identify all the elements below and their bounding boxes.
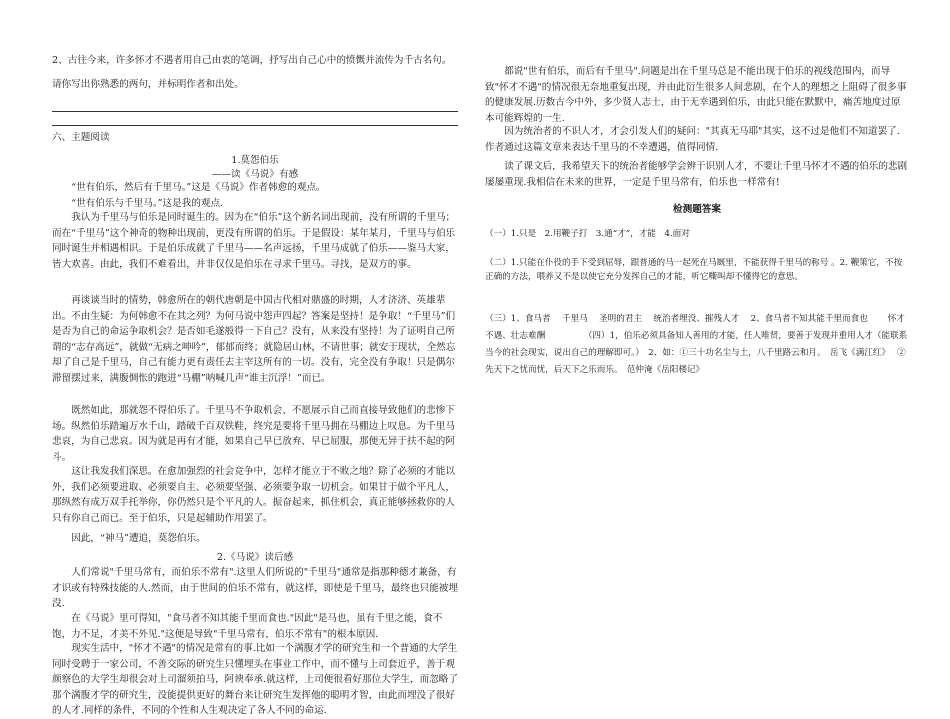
answer-line-1: [52, 111, 458, 112]
article-2-paragraph: 现实生活中，"怀才不遇"的情况是常有的事.比如一个满腹才学的研究生和一个普通的大学生同时受聘于一家公司，不善交际的研究生只懂埋头在事业工作中，而不懂与上司套近乎，善于观颜察色的大学生却很会对上司溜须拍马，阿谀奉承.就这样，上司便很看好那位大学生，而忽略了那个满腹才学的研究生，没能提供更好的舞台来让研究生发挥他的聪明才智，由此而埋没了很好的人才.同样的条件，不同的个性和人生观决定了各人不同的命运.: [52, 643, 458, 717]
article-1-paragraph: “世有伯乐，然后有千里马。”这是《马说》作者韩愈的观点。: [71, 182, 326, 193]
article-1-subtitle: ——读《马说》有感: [211, 169, 299, 180]
article-1-paragraph: 这让我发我们深思。在愈加强烈的社会竞争中，怎样才能立于不败之地？除了必须的才能以外，我们必须要进取、必须要自主、必须要坚强、必须要争取一切机会。如果甘于做个平凡人，那纵然有成万双手托举你，你仍然只是个平凡的人。振奋起来，抓住机会，真正能够拯救你的人只有你自己而已。至于伯乐，只是起辅助作用罢了。: [52, 466, 455, 524]
answer-item: （三）1、食马者 千里马 圣明的君主 统治者埋没、摧残人才 2、食马者不知其能千里而食也 怀才不遇、壮志难酬 （四）1，伯乐必须具备知人善用的才能，任人唯贤，要善于发现并重用人才（能联系当今的社会现实，说出自己的理解即可。） 2、如：①三十功名尘与土，八千里路云和月。 岳飞《满江红》 ②先天下之忧而忧，后天下之乐而乐。 范仲淹《岳阳楼记》: [485, 314, 908, 375]
article-1-title: 1.莫怨伯乐: [231, 155, 279, 166]
article-2-paragraph: 因为统治者的不识人才，才会引发人们的疑问："其真无马耶"其实，这不过是他们不知道罢了.作者通过这篇文章来表达千里马的不幸遭遇，值得同情.: [485, 126, 900, 153]
answers-title: 检测题答案: [673, 204, 721, 215]
answer-line-2: [52, 125, 458, 126]
article-1-paragraph: 再谈谈当时的情势，韩愈所在的朝代唐朝是中国古代相对鼎盛的时期，人才济济、英雄辈出。不由生疑：为何韩愈不在其之列？为何马说中怨声四起？答案是坚持！是争取！“千里马”们是否为自己的命运争取机会？是否如毛遂般得一下自己？没有，从来没有坚持！为了证明自己所谓的“志存高远”，就做“无病之呻吟”，郁郁而终；就隐居山林，不请世事；就安于现状，全然忘却了自己是千里马，自己有能力更有责任去主宰这所有的一切。没有，完全没有争取！只是偶尔滞留摆过来，满腹惆怅的跑进“马棚”呐喊几声“谁主沉浮！”而已。: [52, 295, 456, 384]
article-1-paragraph: “世有伯乐与千里马。”这是我的观点.: [71, 198, 224, 209]
question-2-instruction: 请你写出你熟悉的两句，并标明作者和出处。: [52, 79, 244, 90]
article-2-paragraph: 读了课文后，我希望天下的统治者能够学会辨于识别人才，不要让千里马怀才不遇的伯乐的悲剧屡屡重现.我相信在未来的世界，一定是千里马常有，伯乐也一样常有!: [485, 161, 908, 188]
answer-item: （一）1.只是 2.用鞭子打 3.通“才”，才能 4.面对: [485, 229, 690, 239]
question-2-prompt: 2、古往今来，许多怀才不遇者用自己由衷的笔调，抒写出自己心中的愤慨并流传为千古名句。: [52, 55, 452, 66]
article-2-paragraph: 都说"世有伯乐，而后有千里马".问题是出在千里马总是不能出现于伯乐的视线范围内，而导致"怀才不遇"的情况很无奈地重复出现，并由此衍生很多人间悲剧，在个人的理想之上阻碍了很多事的健康发展.历数古今中外，多少贤人志士，由于无幸遇到伯乐，由此只能在默默中，痛苦地度过原本可能辉煌的一生.: [485, 66, 907, 124]
article-2-title: 2.《马说》读后感: [216, 552, 294, 563]
answer-item: （二）1.只能在仆役的手下受到屈辱，跟普通的马一起死在马厩里，不能获得千里马的称号 。2. 鞭策它，不按正确的方法，喂养又不是以使它充分发挥自己的才能，听它嘶叫却不懂得它的意思。: [485, 258, 903, 282]
article-1-paragraph: 我认为千里马与伯乐是同时诞生的。因为在“伯乐”这个新名词出现前，没有所谓的千里马；而在“千里马”这个神奇的物种出现前，更没有所谓的伯乐。于是假设：某年某月，千里马与伯乐同时诞生并相遇相识。于是伯乐成就了千里马——名声远扬，千里马成就了伯乐——鉴马大家，皆大欢喜。由此，我们不难看出，并非仅仅是伯乐在寻求千里马。寻找，是双方的事。: [52, 212, 456, 270]
article-2-paragraph: 在《马说》里可得知，"食马者不知其能千里而食也."因此"是马也，虽有千里之能，食不饱，力不足，才美不外见."这便是导致"千里马常有，伯乐不常有"的根本原因.: [52, 613, 443, 640]
article-1-paragraph: 既然如此，那就怨不得伯乐了。千里马不争取机会、不愿展示自己而直接导致他们的悲惨下场。纵然伯乐踏遍万水千山，踏破千百双铁鞋，终究是要将千里马拥在马棚边上叹息。为千里马悲哀，为自己悲哀。因为就是再有才能，如果自己早已放弃、早已屈服，那便无异于扶不起的阿斗。: [52, 405, 455, 463]
article-2-paragraph: 人们常说"千里马常有，而伯乐不常有".这里人们所说的"千里马"通常是指那种德才兼备，有才识或有特殊技能的人.然而，由于世间的伯乐不常有，就这样，即使是千里马，最终也只能被埋没.: [52, 567, 458, 610]
section-6-title: 六、主题阅读: [52, 132, 110, 143]
article-1-paragraph: 因此，“神马”遭追，莫怨伯乐。: [71, 533, 206, 544]
